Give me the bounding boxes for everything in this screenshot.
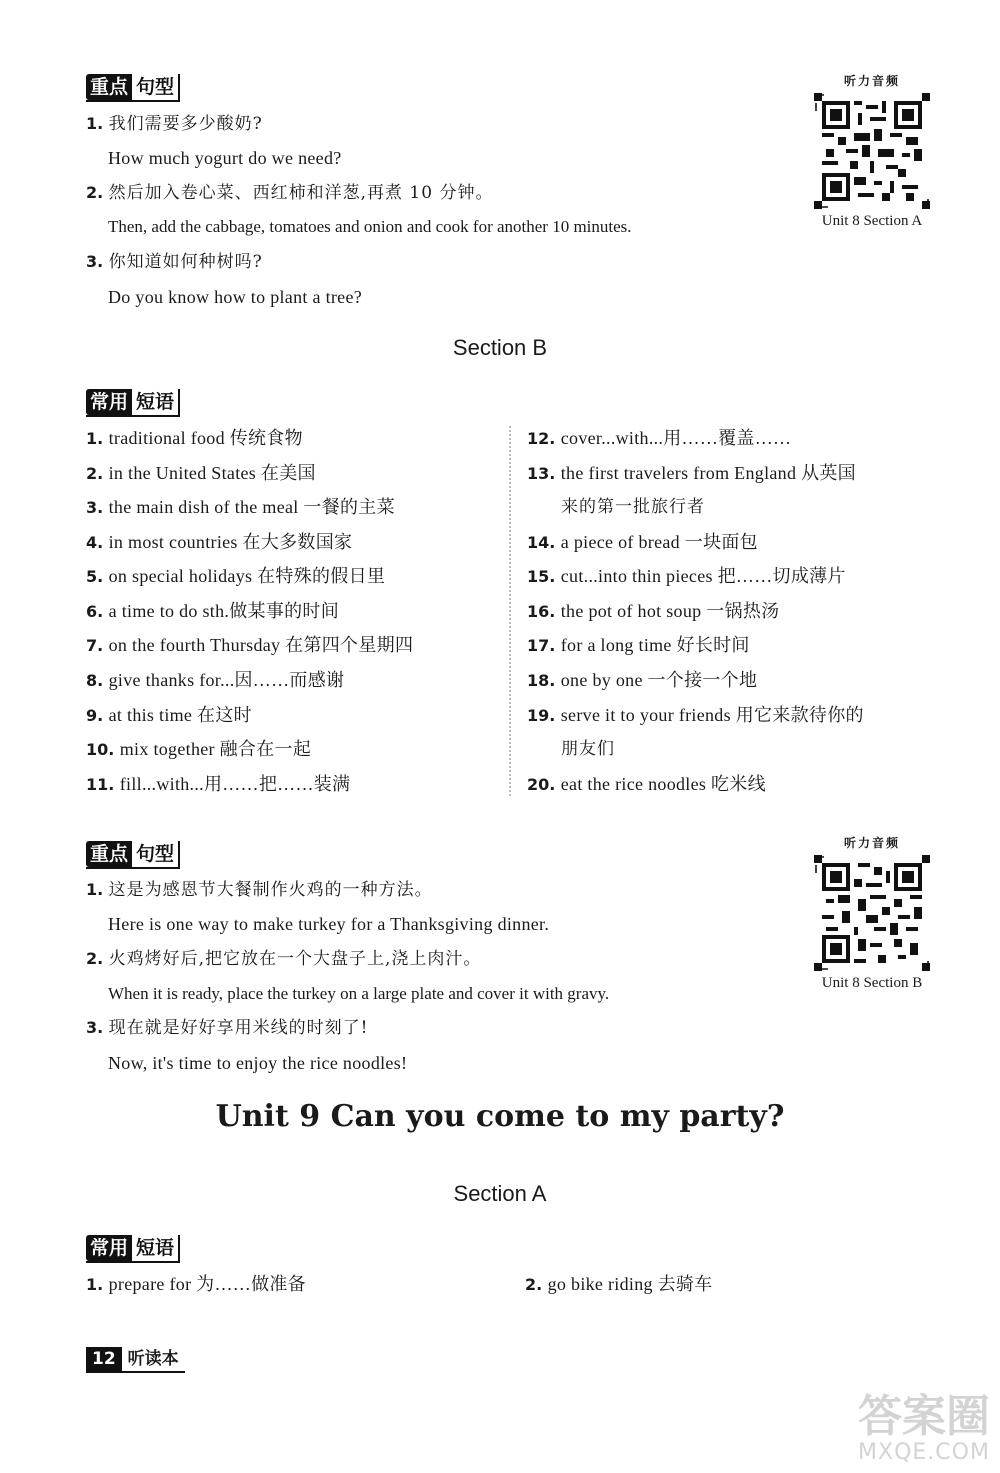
phrase-text: serve it to your friends 用它来款待你的 [560,705,864,725]
phrase-item [86,565,385,588]
qr-caption: Unit 8 Section A [821,213,923,229]
phrase-text: cover...with...用……覆盖…… [560,428,792,448]
phrase-text: in the United States 在美国 [108,463,316,483]
sentence-1-en: How much yogurt do we need? [108,148,342,168]
phrase-number: 8. [86,671,104,690]
phrase-text: cut...into thin pieces 把……切成薄片 [560,566,846,586]
phrase-number: 18. [527,671,556,690]
phrase-number: 9. [86,706,104,725]
phrase-number: 13. [527,464,556,483]
sentence-number: 3. [86,1018,104,1037]
phrase-text: on the fourth Thursday 在第四个星期四 [108,635,414,655]
tag-light-label: 短语 [132,1235,178,1261]
phrase-number: 15. [527,567,556,586]
phrase-number: 20. [527,775,556,794]
phrase-item [86,704,252,727]
sentence-3-cn [86,1017,368,1039]
phrase-text: eat the rice noodles 吃米线 [560,774,766,794]
phrase-text: on special holidays 在特殊的假日里 [108,566,386,586]
phrase-number: 1. [86,429,104,448]
watermark-logo-text: 答案圈 [858,1391,990,1442]
key-sentences-tag [86,74,180,102]
phrase-item [86,496,395,519]
key-sentences-tag [86,841,180,869]
qr-header: 听力音频 [843,74,900,88]
tag-light-label: 短语 [132,389,178,415]
sentence-number: 1. [86,880,104,899]
qr-header: 听力音频 [843,836,900,850]
sentence-cn-text: 你知道如何种树吗? [108,252,263,272]
phrase-item [86,634,413,657]
sentence-cn-text: 然后加入卷心菜、西红柿和洋葱,再煮 10 分钟。 [108,183,494,203]
tag-light-label: 句型 [132,74,178,100]
phrase-text: at this time 在这时 [108,705,252,725]
sentence-2-cn [86,182,493,204]
sentence-number: 3. [86,252,104,271]
sentence-1-cn [86,879,433,901]
sentence-3-en: Now, it's time to enjoy the rice noodles! [108,1053,408,1073]
phrase-number: 11. [86,775,115,794]
tag-light-label: 句型 [132,841,178,867]
phrase-text: the main dish of the meal 一餐的主菜 [108,497,395,517]
phrase-item [86,773,350,796]
phrase-continuation: 来的第一批旅行者 [561,497,705,517]
phrase-item [86,1273,306,1296]
phrase-item [527,704,864,727]
sentence-cn-text: 这是为感恩节大餐制作火鸡的一种方法。 [108,880,433,900]
tag-dark-label: 重点 [86,841,132,867]
phrase-number: 2. [525,1275,543,1294]
phrase-number: 5. [86,567,104,586]
sentence-2-en: Then, add the cabbage, tomatoes and onion and cook for another 10 minutes. [108,217,632,236]
qr-audio-unit8-a[interactable] [808,72,936,230]
common-phrases-tag [86,389,180,417]
phrase-item [86,531,352,554]
phrase-item [527,634,750,657]
phrase-item [86,738,311,761]
phrase-text: a piece of bread 一块面包 [560,532,758,552]
sentence-cn-text: 火鸡烤好后,把它放在一个大盘子上,浇上肉汁。 [108,949,482,969]
phrase-item [527,773,766,796]
phrase-text: in most countries 在大多数国家 [108,532,353,552]
phrase-item [86,427,303,450]
tag-dark-label: 常用 [86,389,132,415]
phrase-item [86,600,339,623]
sentence-number: 2. [86,949,104,968]
phrase-number: 3. [86,498,104,517]
sentence-3-cn [86,251,263,273]
phrase-item [525,1273,713,1296]
common-phrases-tag [86,1235,180,1263]
phrase-number: 16. [527,602,556,621]
sentence-3-en: Do you know how to plant a tree? [108,287,363,307]
page-number: 12 [86,1347,122,1371]
phrase-number: 17. [527,636,556,655]
phrase-number: 2. [86,464,104,483]
phrase-item [86,669,344,692]
phrase-number: 4. [86,533,104,552]
phrase-number: 14. [527,533,556,552]
book-label: 听读本 [127,1349,179,1369]
qr-code-icon[interactable] [814,855,930,971]
tag-dark-label: 常用 [86,1235,132,1261]
page-footer [86,1347,185,1373]
tag-dark-label: 重点 [86,74,132,100]
phrase-number: 6. [86,602,104,621]
phrase-text: prepare for 为……做准备 [108,1274,306,1294]
sentence-1-en: Here is one way to make turkey for a Thanksgiving dinner. [108,914,550,934]
phrase-number: 10. [86,740,115,759]
phrase-item [527,427,791,450]
phrase-text: a time to do sth.做某事的时间 [108,601,340,621]
phrase-text: the pot of hot soup 一锅热汤 [560,601,780,621]
phrase-continuation: 朋友们 [561,739,615,759]
qr-code-icon[interactable] [814,93,930,209]
phrase-text: go bike riding 去骑车 [547,1274,713,1294]
phrase-text: give thanks for...因……而感谢 [108,670,345,690]
phrase-item [527,600,779,623]
watermark [858,1393,990,1465]
section-b-title: Section B [452,335,548,360]
sentence-cn-text: 现在就是好好享用米线的时刻了! [108,1018,369,1038]
qr-audio-unit8-b[interactable] [808,834,936,992]
section-a-title: Section A [453,1181,547,1206]
phrase-item [527,565,846,588]
sentence-1-cn [86,113,263,135]
sentence-cn-text: 我们需要多少酸奶? [108,114,263,134]
phrase-number: 1. [86,1275,104,1294]
column-divider [509,426,511,796]
phrase-item [527,669,757,692]
qr-caption: Unit 8 Section B [821,975,923,991]
phrase-text: fill...with...用……把……装满 [119,774,351,794]
phrase-text: the first travelers from England 从英国 [560,463,856,483]
phrase-item [86,462,316,485]
phrase-number: 19. [527,706,556,725]
phrase-text: traditional food 传统食物 [108,428,303,448]
phrase-number: 7. [86,636,104,655]
sentence-number: 2. [86,183,104,202]
phrase-text: for a long time 好长时间 [560,635,750,655]
phrase-number: 12. [527,429,556,448]
phrase-item [527,462,856,485]
phrase-text: one by one 一个接一个地 [560,670,758,690]
phrase-text: mix together 融合在一起 [119,739,312,759]
unit-9-title: Unit 9 Can you come to my party? [215,1099,785,1134]
sentence-number: 1. [86,114,104,133]
phrase-item [527,531,758,554]
sentence-2-en: When it is ready, place the turkey on a large plate and cover it with gravy. [108,984,610,1003]
watermark-url: MXQE.COM [858,1440,990,1465]
sentence-2-cn [86,948,481,970]
